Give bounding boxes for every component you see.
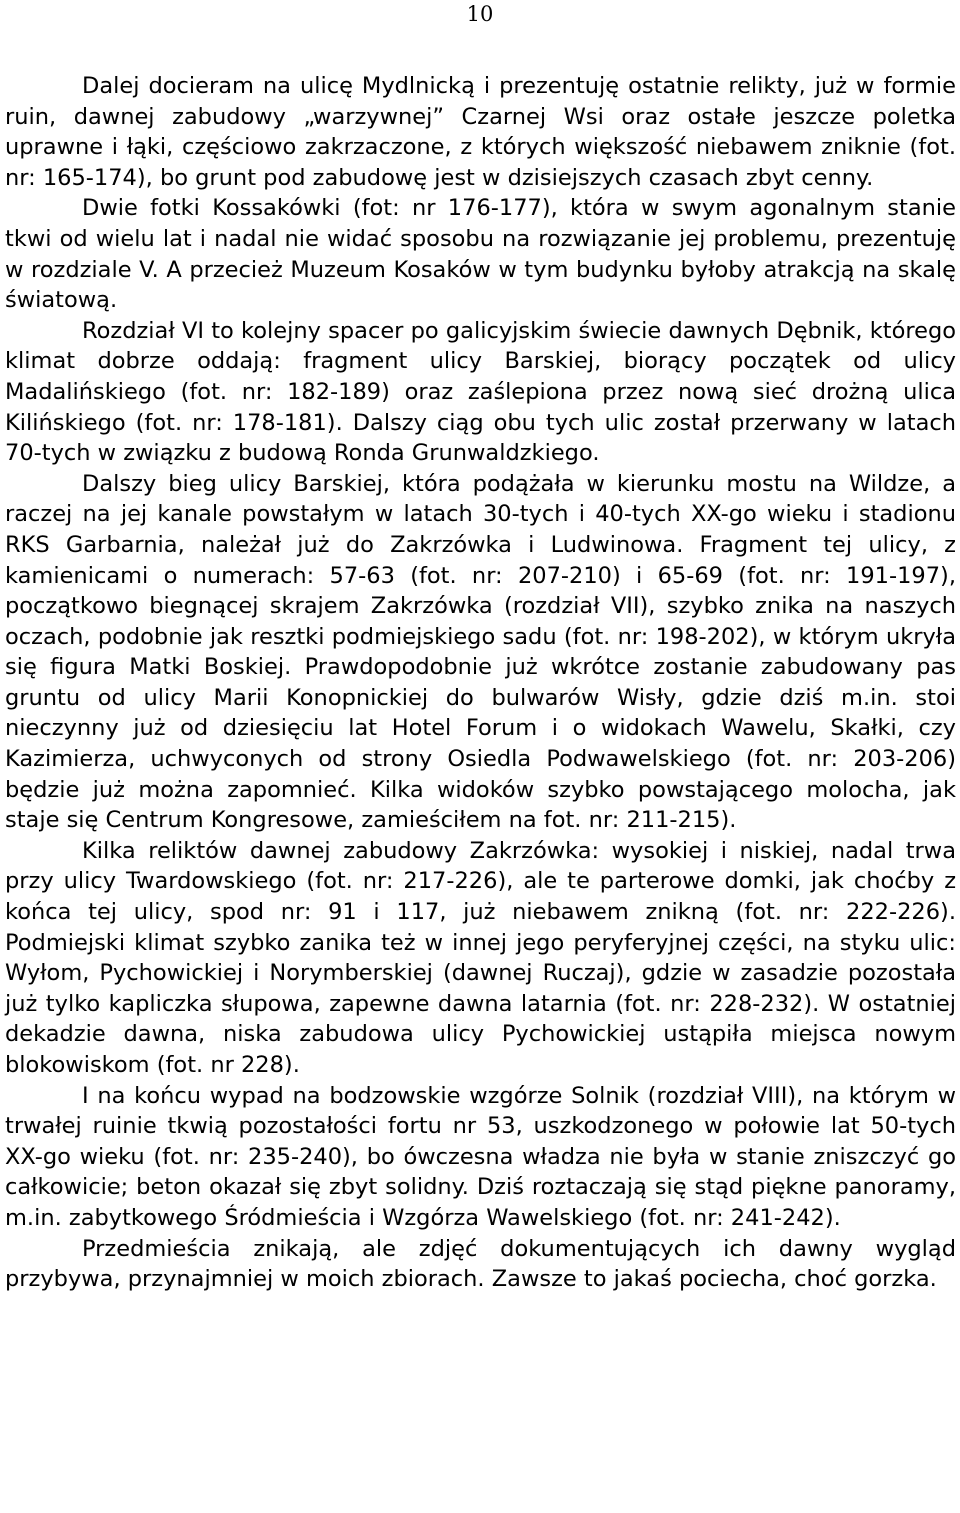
paragraph-kossakowka: Dwie fotki Kossakówki (fot: nr 176-177), która w swym agonalnym stanie tkwi od wielu lat i nadal nie widać sposobu na rozwiązanie jej problemu, prezentuję w rozdziale V. A przecież Muzeum Kosaków w tym budynku byłoby atrakcją na skalę światową. [5,195,956,314]
paragraph-closing: Przedmieścia znikają, ale zdjęć dokumentujących ich dawny wygląd przybywa, przynajmniej w moich zbiorach. Zawsze to jakaś pociecha, choć gorzka. [5,1235,956,1293]
body-text [5,71,956,1295]
paragraph-barska: Dalszy bieg ulicy Barskiej, która podążała w kierunku mostu na Wildze, a raczej na jej kanale powstałym w latach 30-tych i 40-tych XX-go wieku i stadionu RKS Garbarnia, należał już do Zakrzówka i Ludwinowa. Fragment tej ulicy, z kamienicami o numerach: 57-63 (fot. nr: 207-210) i 65-69 (fot. nr: 191-197), początkowo biegnącej skrajem Zakrzówka (rozdział VII), szybko znika na naszych oczach, podobnie jak resztki podmiejskiego sadu (fot. nr: 198-202), w którym ukryła się figura Matki Boskiej. Prawdopodobnie już wkrótce zostanie zabudowany pas gruntu od ulicy Marii Konopnickiej do bulwarów Wisły, gdzie dziś m.in. stoi nieczynny już od dziesięciu lat Hotel Forum i o widokach Wawelu, Skałki, czy Kazimierza, uchwyconych od strony Osiedla Podwawelskiego (fot. nr: 203-206) będzie już można zapomnieć. Kilka widoków szybko powstającego molocha, jak staje się Centrum Kongresowe, zamieściłem na fot. nr: 211-215). [5,470,956,834]
paragraph-solnik: I na końcu wypad na bodzowskie wzgórze Solnik (rozdział VIII), na którym w trwałej ruinie tkwią pozostałości fortu nr 53, uszkodzonego w połowie lat 50-tych XX-go wieku (fot. nr: 235-240), bo ówczesna władza nie była w stanie zniszczyć go całkowicie; beton okazał się zbyt solidny. Dziś roztaczają się stąd piękne panoramy, m.in. zabytkowego Śródmieścia i Wzgórza Wawelskiego (fot. nr: 241-242). [5,1082,956,1231]
paragraph-debniki: Rozdział VI to kolejny spacer po galicyjskim świecie dawnych Dębnik, którego klimat dobrze oddają: fragment ulicy Barskiej, biorący początek od ulicy Madalińskiego (fot. nr: 182-189) oraz zaślepiona przez nową sieć drożną ulica Kilińskiego (fot. nr: 178-181). Dalszy ciąg obu tych ulic został przerwany w latach 70-tych w związku z budową Ronda Grunwaldzkiego. [5,317,956,467]
page-number: 10 [466,2,494,26]
paragraph-mydlnicka: Dalej docieram na ulicę Mydlnicką i prezentuję ostatnie relikty, już w formie ruin, dawnej zabudowy „warzywnej” Czarnej Wsi oraz ostałe jeszcze poletka uprawne i łąki, częściowo zakrzaczone, z których większość niebawem zniknie (fot. nr: 165-174), bo grunt pod zabudowę jest w dzisiejszych czasach zbyt cenny. [5,73,956,191]
paragraph-zakrzowek: Kilka reliktów dawnej zabudowy Zakrzówka: wysokiej i niskiej, nadal trwa przy ulicy Twardowskiego (fot. nr: 217-226), ale te parterowe domki, jak choćby z końca tej ulicy, spod nr: 91 i 117, już niebawem znikną (fot. nr: 222-226). Podmiejski klimat szybko zanika też w innej jego peryferyjnej części, na styku ulic: Wyłom, Pychowickiej i Norymberskiej (dawnej Ruczaj), gdzie w zasadzie pozostała już tylko kapliczka słupowa, zapewne dawna latarnia (fot. nr: 228-232). W ostatniej dekadzie dawna, niska zabudowa ulicy Pychowickiej ustąpiła miejsca nowym blokowiskom (fot. nr 228). [5,837,956,1078]
